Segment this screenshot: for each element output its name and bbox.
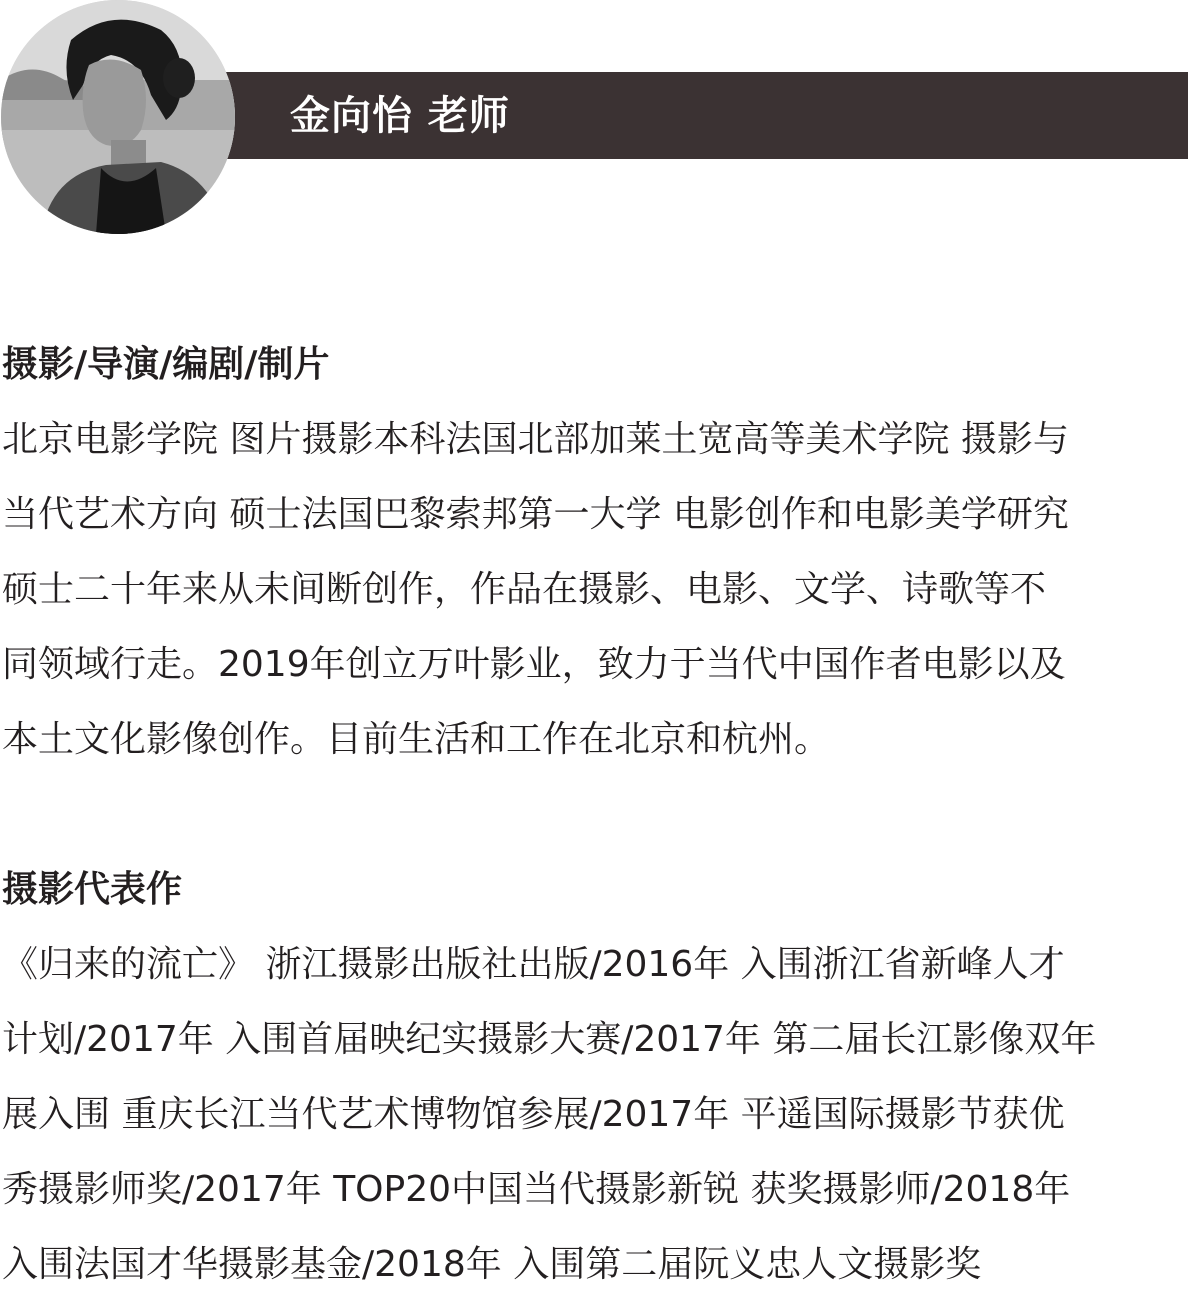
bio-line: 硕士二十年来从未间断创作，作品在摄影、电影、文学、诗歌等不	[2, 569, 1047, 610]
works-line: 入围法国才华摄影基金/2018年 入围第二届阮义忠人文摄影奖	[2, 1244, 982, 1285]
portrait-photo	[1, 0, 235, 234]
bio-line: 北京电影学院 图片摄影本科法国北部加莱土宽高等美术学院 摄影与	[2, 419, 1069, 460]
works-line: 秀摄影师奖/2017年 TOP20中国当代摄影新锐 获奖摄影师/2018年	[2, 1169, 1071, 1210]
bio-line: 同领域行走。2019年创立万叶影业，致力于当代中国作者电影以及	[2, 644, 1066, 685]
works-line: 《归来的流亡》 浙江摄影出版社出版/2016年 入围浙江省新峰人才	[2, 944, 1065, 985]
profile-bio	[2, 402, 1192, 777]
profile-title: 摄影/导演/编剧/制片	[2, 344, 330, 385]
bio-line: 本土文化影像创作。目前生活和工作在北京和杭州。	[2, 719, 831, 760]
works-title: 摄影代表作	[2, 869, 183, 910]
works-list	[2, 927, 1192, 1302]
teacher-name: 金向怡 老师	[290, 93, 510, 139]
avatar	[1, 0, 235, 234]
bio-line: 当代艺术方向 硕士法国巴黎索邦第一大学 电影创作和电影美学研究	[2, 494, 1069, 535]
works-line: 展入围 重庆长江当代艺术博物馆参展/2017年 平遥国际摄影节获优	[2, 1094, 1065, 1135]
works-line: 计划/2017年 入围首届映纪实摄影大赛/2017年 第二届长江影像双年	[2, 1019, 1097, 1060]
